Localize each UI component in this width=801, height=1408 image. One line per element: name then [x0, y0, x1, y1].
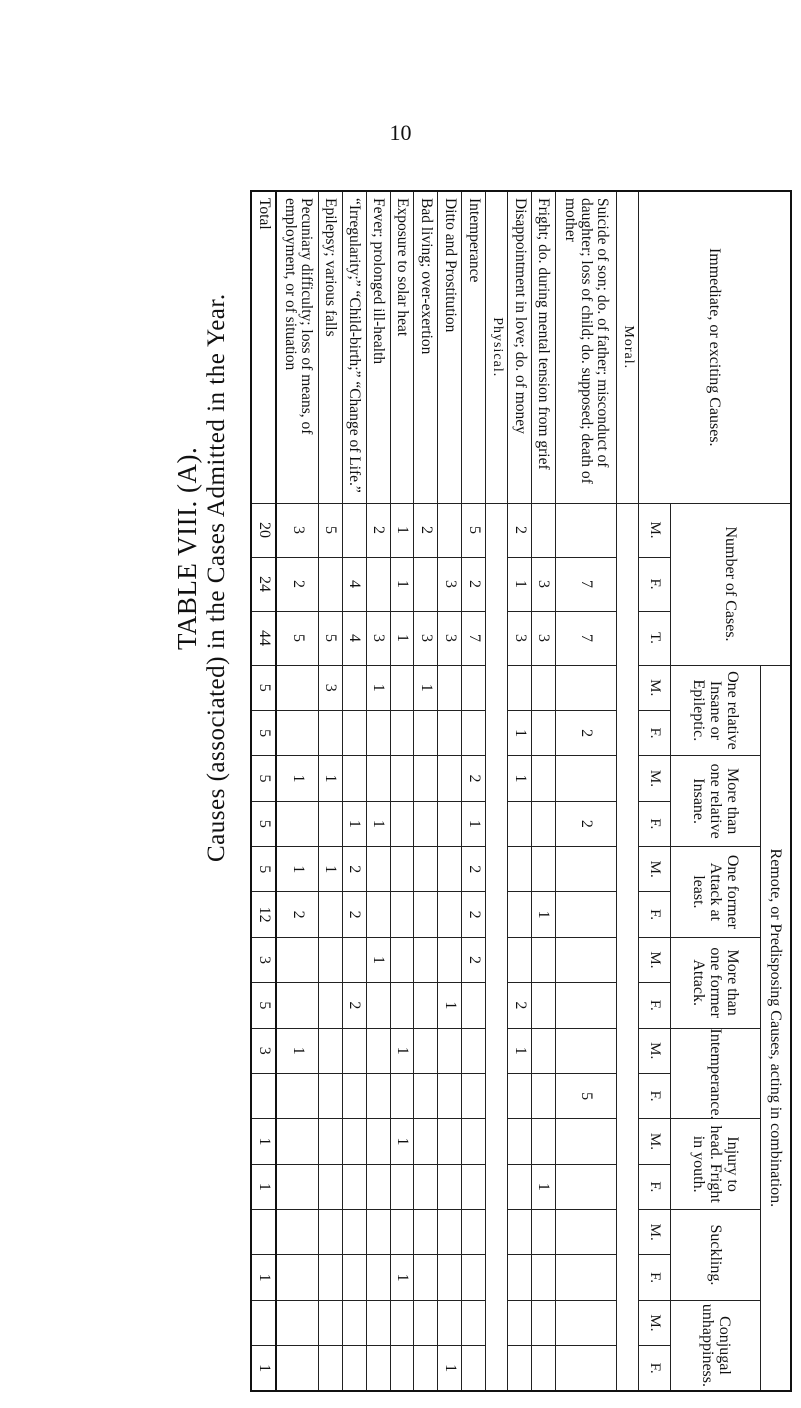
- remote-cell: [318, 1300, 342, 1345]
- remote-cell: [438, 892, 462, 937]
- remote-cell: [438, 756, 462, 801]
- row-label: Pecuniary difficulty; loss of means, of employment, or of situation: [276, 191, 318, 503]
- remote-cell: [508, 1210, 532, 1255]
- remote-cell: [462, 1164, 486, 1209]
- table-body: [251, 191, 639, 1391]
- remote-cell: [462, 1255, 486, 1300]
- remote-cell: [462, 665, 486, 710]
- cases-m: [342, 503, 366, 557]
- remote-cell: [555, 847, 617, 892]
- row-label: “Irregularity;” “Child-birth;” “Change of Life.”: [342, 191, 366, 503]
- remote-cell: [318, 1164, 342, 1209]
- remote-cell: [414, 756, 438, 801]
- cases-f: 1: [508, 557, 532, 611]
- remote-cell: [318, 1073, 342, 1118]
- header-f: F.: [639, 892, 671, 937]
- remote-cell: [438, 1119, 462, 1164]
- remote-cell: [366, 892, 390, 937]
- remote-cell: [342, 1346, 366, 1392]
- remote-cell: [318, 892, 342, 937]
- cases-t: 4: [342, 611, 366, 665]
- cases-f: 3: [438, 557, 462, 611]
- table-subtitle: Causes (associated) in the Cases Admitted in the Year.: [203, 293, 230, 862]
- remote-cell: [342, 937, 366, 982]
- remote-cell: 1: [508, 710, 532, 755]
- remote-cell: [342, 756, 366, 801]
- remote-cell: [531, 847, 555, 892]
- remote-cell: 1: [276, 847, 318, 892]
- remote-cell: [555, 1119, 617, 1164]
- remote-cell: 1: [508, 756, 532, 801]
- header-m: M.: [639, 1300, 671, 1345]
- remote-cell: [508, 937, 532, 982]
- remote-cell: 2: [276, 892, 318, 937]
- remote-cell: [318, 1255, 342, 1300]
- remote-cell: 5: [251, 801, 276, 846]
- remote-cell: [366, 1028, 390, 1073]
- page-number: 10: [389, 120, 412, 145]
- remote-cell: [414, 847, 438, 892]
- remote-cell: 1: [251, 1255, 276, 1300]
- remote-cell: 1: [414, 665, 438, 710]
- cases-t: 1: [390, 611, 414, 665]
- remote-cell: [462, 1346, 486, 1392]
- remote-cell: [390, 892, 414, 937]
- remote-cell: 2: [508, 983, 532, 1028]
- remote-cell: [318, 937, 342, 982]
- remote-cell: [414, 1300, 438, 1345]
- header-f: F.: [639, 1164, 671, 1209]
- remote-cell: [531, 1300, 555, 1345]
- remote-cell: [555, 983, 617, 1028]
- remote-cell: 2: [462, 847, 486, 892]
- cases-f: [366, 557, 390, 611]
- remote-cell: 5: [251, 847, 276, 892]
- header-m: M.: [639, 1119, 671, 1164]
- remote-cell: [531, 1119, 555, 1164]
- remote-cell: [414, 1255, 438, 1300]
- cases-t: 7: [555, 611, 617, 665]
- section-row: [486, 191, 508, 1391]
- remote-cell: [508, 1119, 532, 1164]
- remote-cell: [414, 1346, 438, 1392]
- remote-cell: [366, 1300, 390, 1345]
- remote-cell: 2: [555, 710, 617, 755]
- remote-cell: [555, 1210, 617, 1255]
- remote-cell: [390, 937, 414, 982]
- row-label: Fever; prolonged ill-health: [366, 191, 390, 503]
- remote-cell: [390, 710, 414, 755]
- row-label: Ditto and Prostitution: [438, 191, 462, 503]
- remote-cell: [414, 1164, 438, 1209]
- remote-cell: 5: [251, 665, 276, 710]
- remote-cell: [508, 801, 532, 846]
- remote-cell: [390, 1073, 414, 1118]
- remote-cell: [508, 1300, 532, 1345]
- remote-cell: [366, 983, 390, 1028]
- remote-cell: 1: [366, 801, 390, 846]
- remote-cell: [438, 1073, 462, 1118]
- remote-cell: [531, 801, 555, 846]
- remote-cell: [508, 1346, 532, 1392]
- cases-m: 2: [508, 503, 532, 557]
- remote-cell: [318, 801, 342, 846]
- remote-cell: 1: [318, 756, 342, 801]
- remote-cell: 1: [276, 756, 318, 801]
- cases-t: 7: [462, 611, 486, 665]
- remote-cell: 3: [251, 1028, 276, 1073]
- remote-cell: [531, 1028, 555, 1073]
- remote-cell: 1: [438, 1346, 462, 1392]
- remote-cell: [366, 756, 390, 801]
- remote-cell: [318, 1210, 342, 1255]
- remote-cell: [276, 1255, 318, 1300]
- remote-cell: [366, 1164, 390, 1209]
- table-captions: [0, 0, 250, 862]
- header-immediate: Immediate, or exciting Causes.: [639, 191, 791, 503]
- remote-cell: 1: [318, 847, 342, 892]
- remote-cell: [508, 1073, 532, 1118]
- remote-cell: [531, 983, 555, 1028]
- remote-cell: [531, 665, 555, 710]
- remote-cell: [438, 1210, 462, 1255]
- remote-cell: [251, 1300, 276, 1345]
- cases-t: 3: [438, 611, 462, 665]
- remote-cell: [390, 1210, 414, 1255]
- remote-cell: [366, 1073, 390, 1118]
- remote-cell: [390, 801, 414, 846]
- remote-cell: [438, 665, 462, 710]
- remote-cell: 1: [251, 1346, 276, 1392]
- remote-cell: [342, 1300, 366, 1345]
- cases-m: [555, 503, 617, 557]
- header-f: F.: [639, 801, 671, 846]
- remote-cell: [342, 1210, 366, 1255]
- remote-group-header: Conjugal unhappiness.: [671, 1300, 761, 1391]
- remote-cell: [508, 665, 532, 710]
- remote-cell: [555, 1300, 617, 1345]
- remote-cell: 1: [251, 1119, 276, 1164]
- remote-cell: 1: [508, 1028, 532, 1073]
- section-label: Physical.: [486, 191, 508, 503]
- remote-cell: [342, 665, 366, 710]
- row-label: Fright; do. during mental tension from grief: [531, 191, 555, 503]
- remote-cell: [366, 710, 390, 755]
- header-f: F.: [639, 710, 671, 755]
- table-row: [318, 191, 342, 1391]
- cases-m: 2: [366, 503, 390, 557]
- table-row: [508, 191, 532, 1391]
- header-f: F.: [639, 1073, 671, 1118]
- cases-m: 1: [390, 503, 414, 557]
- remote-cell: [276, 937, 318, 982]
- remote-cell: [414, 892, 438, 937]
- remote-cell: [531, 1255, 555, 1300]
- remote-cell: [531, 710, 555, 755]
- remote-cell: [318, 710, 342, 755]
- header-m: M.: [639, 1028, 671, 1073]
- remote-cell: [462, 710, 486, 755]
- remote-cell: 5: [251, 756, 276, 801]
- cases-f: 7: [555, 557, 617, 611]
- remote-cell: [342, 1028, 366, 1073]
- header-m: M.: [639, 1210, 671, 1255]
- remote-cell: [366, 1119, 390, 1164]
- row-label: Suicide of son; do. of father; misconduct of daughter; loss of child; do. supposed; death of mother: [555, 191, 617, 503]
- remote-cell: [366, 1346, 390, 1392]
- cases-m: 5: [318, 503, 342, 557]
- header-t: T.: [639, 611, 671, 665]
- remote-cell: [555, 1028, 617, 1073]
- remote-cell: [462, 1210, 486, 1255]
- remote-cell: 1: [531, 1164, 555, 1209]
- remote-cell: 1: [276, 1028, 318, 1073]
- remote-cell: [318, 1028, 342, 1073]
- remote-cell: [508, 1255, 532, 1300]
- remote-cell: 1: [390, 1255, 414, 1300]
- remote-cell: [508, 1164, 532, 1209]
- remote-cell: [342, 1073, 366, 1118]
- header-m: M.: [639, 937, 671, 982]
- remote-cell: [276, 983, 318, 1028]
- remote-group-header: One relative Insane or Epileptic.: [671, 665, 761, 756]
- remote-cell: [414, 1210, 438, 1255]
- cases-t: 5: [276, 611, 318, 665]
- remote-cell: [414, 983, 438, 1028]
- table-row: [555, 191, 617, 1391]
- remote-cell: 2: [462, 937, 486, 982]
- remote-group-header: One former Attack at least.: [671, 847, 761, 938]
- remote-cell: [366, 1210, 390, 1255]
- cases-f: [414, 557, 438, 611]
- cases-f: 1: [390, 557, 414, 611]
- remote-cell: [390, 1346, 414, 1392]
- remote-cell: [438, 710, 462, 755]
- remote-cell: [531, 1073, 555, 1118]
- row-label: Exposure to solar heat: [390, 191, 414, 503]
- remote-cell: [555, 1255, 617, 1300]
- remote-cell: 1: [438, 983, 462, 1028]
- remote-cell: 1: [462, 801, 486, 846]
- remote-cell: [555, 892, 617, 937]
- header-f: F.: [639, 983, 671, 1028]
- table-row: [462, 191, 486, 1391]
- remote-cell: [318, 1346, 342, 1392]
- total-row: [251, 191, 276, 1391]
- cases-f: 4: [342, 557, 366, 611]
- header-f: F.: [639, 557, 671, 611]
- cases-f: 3: [531, 557, 555, 611]
- cases-m: [531, 503, 555, 557]
- remote-cell: [342, 710, 366, 755]
- remote-cell: [276, 1346, 318, 1392]
- remote-group-header: More than one former Attack.: [671, 937, 761, 1028]
- remote-cell: 2: [462, 756, 486, 801]
- remote-cell: [318, 1119, 342, 1164]
- remote-cell: 5: [555, 1073, 617, 1118]
- remote-cell: [390, 1164, 414, 1209]
- remote-cell: [462, 1300, 486, 1345]
- table-row: [276, 191, 318, 1391]
- table-row: [342, 191, 366, 1391]
- remote-cell: [390, 983, 414, 1028]
- remote-cell: [508, 847, 532, 892]
- table-row: [438, 191, 462, 1391]
- remote-cell: [276, 801, 318, 846]
- remote-cell: 2: [555, 801, 617, 846]
- remote-cell: [342, 1255, 366, 1300]
- remote-cell: [531, 1210, 555, 1255]
- remote-cell: [414, 1073, 438, 1118]
- remote-cell: [508, 892, 532, 937]
- table-row: [414, 191, 438, 1391]
- cases-m: 2: [414, 503, 438, 557]
- remote-cell: 1: [390, 1119, 414, 1164]
- remote-cell: [438, 937, 462, 982]
- remote-cell: [414, 937, 438, 982]
- cases-f: 2: [276, 557, 318, 611]
- cases-m: 5: [462, 503, 486, 557]
- remote-cell: 1: [366, 665, 390, 710]
- remote-group-header: Suckling.: [671, 1210, 761, 1301]
- remote-cell: [555, 665, 617, 710]
- header-f: F.: [639, 1346, 671, 1392]
- remote-cell: [555, 756, 617, 801]
- remote-cell: [414, 801, 438, 846]
- remote-cell: [531, 937, 555, 982]
- remote-cell: [390, 665, 414, 710]
- remote-cell: [462, 983, 486, 1028]
- remote-cell: [276, 1300, 318, 1345]
- remote-cell: 2: [342, 847, 366, 892]
- remote-cell: 5: [251, 710, 276, 755]
- remote-cell: [555, 937, 617, 982]
- section-spacer: [486, 503, 508, 1391]
- remote-group-header: Intemperance.: [671, 1028, 761, 1119]
- remote-cell: [251, 1210, 276, 1255]
- remote-cell: [462, 1028, 486, 1073]
- remote-cell: 1: [390, 1028, 414, 1073]
- causes-table: [250, 190, 792, 1392]
- remote-cell: [414, 710, 438, 755]
- section-label: Moral.: [617, 191, 639, 503]
- remote-cell: [438, 801, 462, 846]
- remote-cell: [438, 1164, 462, 1209]
- header-m: M.: [639, 847, 671, 892]
- table-row: [366, 191, 390, 1391]
- table-row: [531, 191, 555, 1391]
- header-remote: Remote, or Predisposing Causes, acting in combination.: [761, 665, 791, 1391]
- cases-t: 44: [251, 611, 276, 665]
- rotated-table-wrapper: [250, 190, 792, 1390]
- cases-t: 5: [318, 611, 342, 665]
- remote-cell: [276, 1073, 318, 1118]
- row-label: Total: [251, 191, 276, 503]
- remote-cell: [276, 710, 318, 755]
- remote-cell: [276, 1210, 318, 1255]
- remote-cell: 3: [251, 937, 276, 982]
- cases-m: [438, 503, 462, 557]
- header-m: M.: [639, 665, 671, 710]
- remote-cell: [276, 1119, 318, 1164]
- remote-cell: 1: [251, 1164, 276, 1209]
- remote-cell: 2: [462, 892, 486, 937]
- remote-cell: 2: [342, 892, 366, 937]
- remote-cell: [438, 1255, 462, 1300]
- remote-cell: [438, 1300, 462, 1345]
- remote-cell: [390, 847, 414, 892]
- remote-cell: [462, 1073, 486, 1118]
- remote-cell: [276, 1164, 318, 1209]
- remote-cell: 2: [342, 983, 366, 1028]
- remote-cell: [438, 847, 462, 892]
- remote-cell: [366, 847, 390, 892]
- row-label: Epilepsy; various falls: [318, 191, 342, 503]
- remote-cell: [318, 983, 342, 1028]
- remote-cell: 12: [251, 892, 276, 937]
- remote-cell: [414, 1119, 438, 1164]
- cases-t: 3: [414, 611, 438, 665]
- remote-cell: [366, 1255, 390, 1300]
- remote-cell: [342, 1164, 366, 1209]
- cases-f: 2: [462, 557, 486, 611]
- remote-cell: [414, 1028, 438, 1073]
- remote-cell: 3: [318, 665, 342, 710]
- remote-cell: [531, 1346, 555, 1392]
- remote-group-header: Injury to head. Fright in youth.: [671, 1119, 761, 1210]
- remote-cell: 1: [342, 801, 366, 846]
- remote-cell: 1: [366, 937, 390, 982]
- remote-cell: [555, 1164, 617, 1209]
- table-title: TABLE VIII. (A).: [172, 446, 202, 650]
- remote-cell: [462, 1119, 486, 1164]
- header-f: F.: [639, 1255, 671, 1300]
- cases-f: [318, 557, 342, 611]
- remote-cell: 5: [251, 983, 276, 1028]
- table-row: [390, 191, 414, 1391]
- remote-cell: [276, 665, 318, 710]
- section-row: [617, 191, 639, 1391]
- cases-m: 3: [276, 503, 318, 557]
- header-number-of-cases: Number of Cases.: [671, 503, 791, 665]
- remote-cell: [251, 1073, 276, 1118]
- row-label: Intemperance: [462, 191, 486, 503]
- cases-m: 20: [251, 503, 276, 557]
- remote-cell: 1: [531, 892, 555, 937]
- remote-cell: [390, 756, 414, 801]
- remote-cell: [531, 756, 555, 801]
- header-m: M.: [639, 503, 671, 557]
- cases-t: 3: [508, 611, 532, 665]
- row-label: Disappointment in love; do. of money: [508, 191, 532, 503]
- remote-cell: [438, 1028, 462, 1073]
- row-label: Bad living; over-exertion: [414, 191, 438, 503]
- header-m: M.: [639, 756, 671, 801]
- section-spacer: [617, 503, 639, 1391]
- remote-cell: [555, 1346, 617, 1392]
- remote-cell: [390, 1300, 414, 1345]
- remote-cell: [342, 1119, 366, 1164]
- remote-group-header: More than one relative Insane.: [671, 756, 761, 847]
- cases-f: 24: [251, 557, 276, 611]
- cases-t: 3: [366, 611, 390, 665]
- cases-t: 3: [531, 611, 555, 665]
